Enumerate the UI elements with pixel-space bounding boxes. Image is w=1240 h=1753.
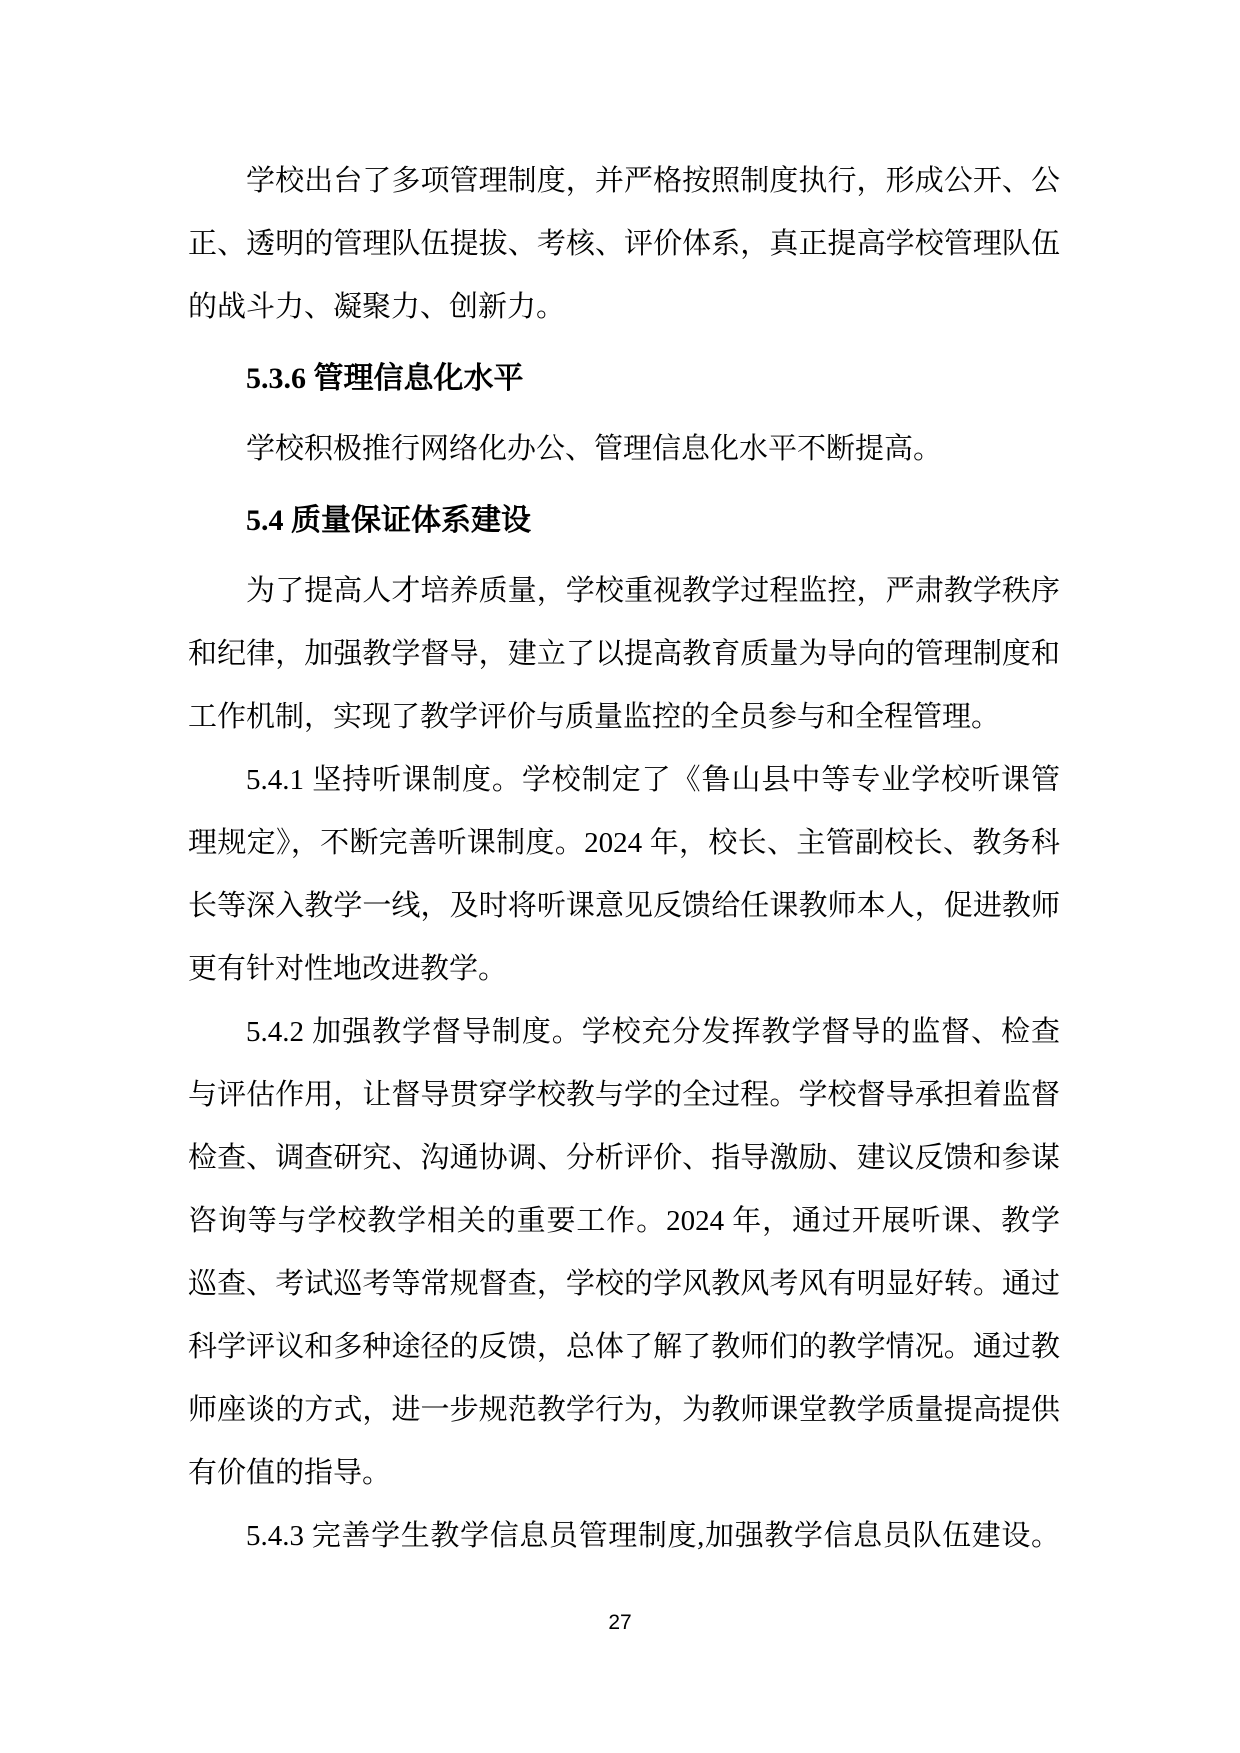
section-heading-5-3-6 <box>188 347 1060 410</box>
paragraph-management-system <box>188 150 1060 339</box>
text-line: 为了提高人才培养质量，学校重视教学过程监控，严肃教学秩序 <box>246 575 1060 607</box>
paragraph-quality-assurance-intro <box>188 560 1060 749</box>
text-line: 的战斗力、凝聚力、创新力。 <box>188 291 566 323</box>
text-line: 工作机制，实现了教学评价与质量监控的全员参与和全程管理。 <box>188 701 1001 733</box>
paragraph-5-4-2-teaching-supervision <box>188 1001 1060 1505</box>
text-line: 理规定》，不断完善听课制度。2024 年，校长、主管副校长、教务科 <box>188 827 1060 859</box>
paragraph-5-4-3-student-informants <box>188 1505 1060 1568</box>
text-line: 巡查、考试巡考等常规督查，学校的学风教风考风有明显好转。通过 <box>188 1268 1060 1300</box>
page-number: 27 <box>608 1611 632 1634</box>
text-line: 学校积极推行网络化办公、管理信息化水平不断提高。 <box>246 433 943 465</box>
text-line: 长等深入教学一线，及时将听课意见反馈给任课教师本人，促进教师 <box>188 890 1060 922</box>
text-line: 与评估作用，让督导贯穿学校教与学的全过程。学校督导承担着监督 <box>188 1079 1060 1111</box>
text-line: 检查、调查研究、沟通协调、分析评价、指导激励、建议反馈和参谋 <box>188 1142 1060 1174</box>
heading-text: 5.4 质量保证体系建设 <box>246 504 531 537</box>
paragraph-informatization <box>188 418 1060 481</box>
text-line: 科学评议和多种途径的反馈，总体了解了教师们的教学情况。通过教 <box>188 1331 1060 1363</box>
text-line: 更有针对性地改进教学。 <box>188 953 508 985</box>
heading-text: 5.3.6 管理信息化水平 <box>246 362 524 395</box>
text-line: 有价值的指导。 <box>188 1457 392 1489</box>
text-line: 学校出台了多项管理制度，并严格按照制度执行，形成公开、公 <box>246 165 1060 197</box>
document-body <box>188 150 1060 1568</box>
text-line: 5.4.1 坚持听课制度。学校制定了《鲁山县中等专业学校听课管 <box>246 764 1060 796</box>
text-line: 正、透明的管理队伍提拔、考核、评价体系，真正提高学校管理队伍 <box>188 228 1060 260</box>
section-heading-5-4 <box>188 489 1060 552</box>
text-line: 和纪律，加强教学督导，建立了以提高教育质量为导向的管理制度和 <box>188 638 1060 670</box>
paragraph-5-4-1-lecture-observation <box>188 749 1060 1001</box>
text-line: 5.4.3 完善学生教学信息员管理制度,加强教学信息员队伍建设。 <box>246 1520 1060 1552</box>
text-line: 5.4.2 加强教学督导制度。学校充分发挥教学督导的监督、检查 <box>246 1016 1060 1048</box>
text-line: 师座谈的方式，进一步规范教学行为，为教师课堂教学质量提高提供 <box>188 1394 1060 1426</box>
text-line: 咨询等与学校教学相关的重要工作。2024 年，通过开展听课、教学 <box>188 1205 1060 1237</box>
